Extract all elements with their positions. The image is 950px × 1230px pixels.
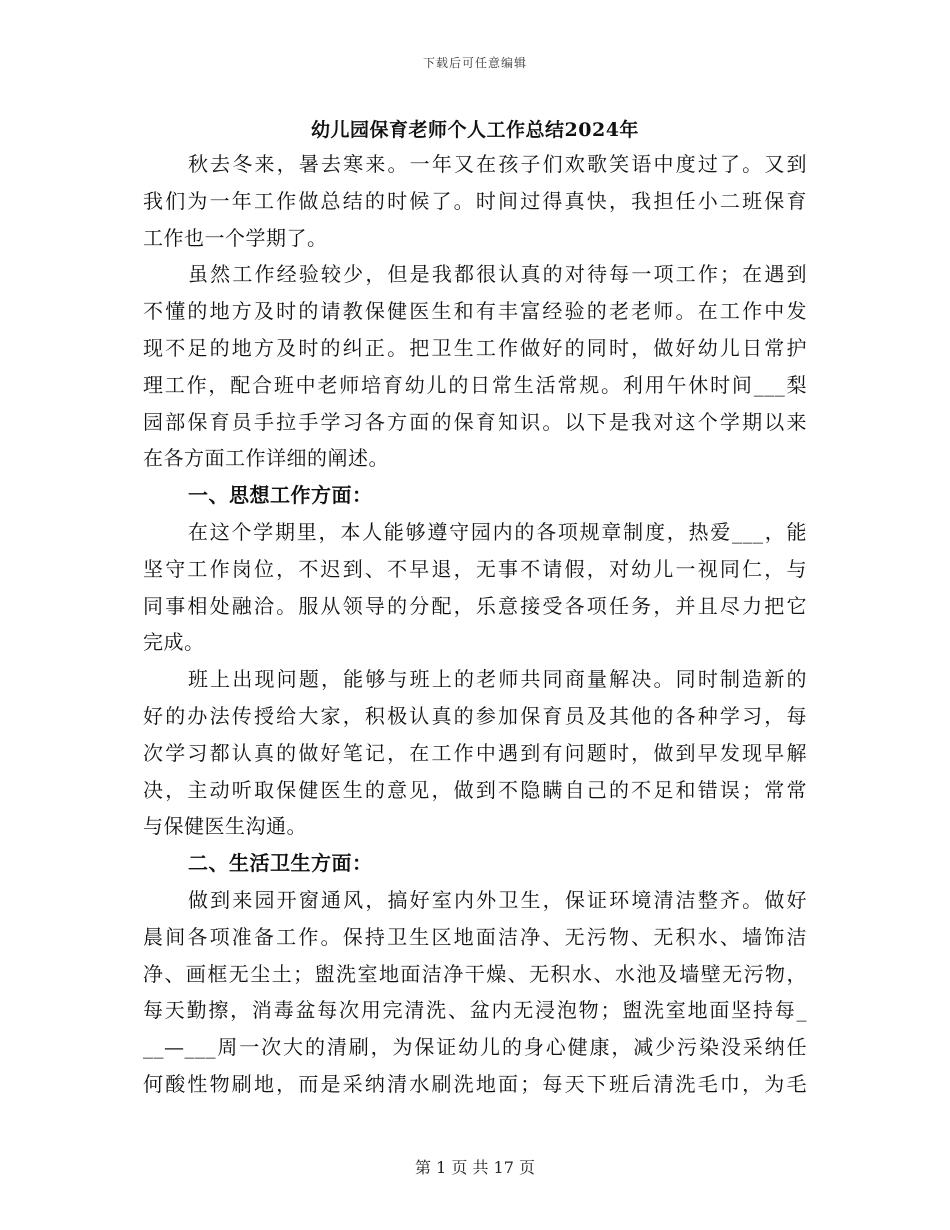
- paragraph-line: 在这个学期里，本人能够遵守园内的各项规章制度，热爱___，能: [188, 519, 807, 544]
- paragraph-line: 做到来园开窗通风，搞好室内外卫生，保证环境清洁整齐。做好: [188, 887, 807, 912]
- paragraph-line: 晨间各项准备工作。保持卫生区地面洁净、无污物、无积水、墙饰洁: [143, 924, 807, 949]
- paragraph-line: 园部保育员手拉手学习各方面的保育知识。以下是我对这个学期以来: [143, 409, 807, 434]
- document-body: [143, 146, 807, 1103]
- paragraph-line: 与保健医生沟通。: [143, 814, 307, 839]
- paragraph-line: 决，主动听取保健医生的意见，做到不隐瞒自己的不足和错误；常常: [143, 777, 807, 802]
- page-number-footer: 第 1 页 共 17 页: [415, 1158, 535, 1177]
- paragraph-line: 何酸性物刷地，而是采纳清水刷洗地面；每天下班后清洗毛巾，为毛: [143, 1071, 807, 1096]
- paragraph-line: 我们为一年工作做总结的时候了。时间过得真快，我担任小二班保育: [143, 188, 807, 213]
- paragraph-line: 次学习都认真的做好笔记，在工作中遇到有问题时，做到早发现早解: [143, 740, 807, 765]
- paragraph-line: 现不足的地方及时的纠正。把卫生工作做好的同时，做好幼儿日常护: [143, 335, 807, 360]
- paragraph-line: 在各方面工作详细的阐述。: [143, 446, 389, 471]
- paragraph-line: 每天勤擦，消毒盆每次用完清洗、盆内无浸泡物；盥洗室地面坚持每_: [143, 998, 807, 1023]
- paragraph-line: 秋去冬来，暑去寒来。一年又在孩子们欢歌笑语中度过了。又到: [188, 152, 807, 176]
- paragraph-line: 班上出现问题，能够与班上的老师共同商量解决。同时制造新的: [188, 667, 807, 692]
- paragraph-line: __—___周一次大的清刷，为保证幼儿的身心健康，减少污染没采纳任: [143, 1035, 807, 1060]
- paragraph-line: 理工作，配合班中老师培育幼儿的日常生活常规。利用午休时间___梨: [143, 372, 807, 397]
- header-note: 下载后可任意编辑: [422, 56, 527, 70]
- paragraph-line: 完成。: [143, 630, 205, 655]
- paragraph-line: 虽然工作经验较少，但是我都很认真的对待每一项工作；在遇到: [188, 262, 807, 287]
- paragraph-line: 好的办法传授给大家，积极认真的参加保育员及其他的各种学习，每: [143, 703, 807, 728]
- paragraph-line: 同事相处融洽。服从领导的分配，乐意接受各项任务，并且尽力把它: [143, 593, 807, 618]
- paragraph-line: 工作也一个学期了。: [143, 225, 328, 250]
- document-title: 幼儿园保育老师个人工作总结2024年: [311, 119, 639, 141]
- paragraph-line: 坚守工作岗位，不迟到、不早退，无事不请假，对幼儿一视同仁，与: [143, 556, 807, 581]
- paragraph-line: 不懂的地方及时的请教保健医生和有丰富经验的老老师。在工作中发: [143, 299, 807, 324]
- section-heading: 一、思想工作方面：: [188, 483, 373, 508]
- paragraph-line: 净、画框无尘土；盥洗室地面洁净干燥、无积水、水池及墙壁无污物，: [143, 961, 807, 986]
- section-heading: 二、生活卫生方面：: [188, 851, 373, 876]
